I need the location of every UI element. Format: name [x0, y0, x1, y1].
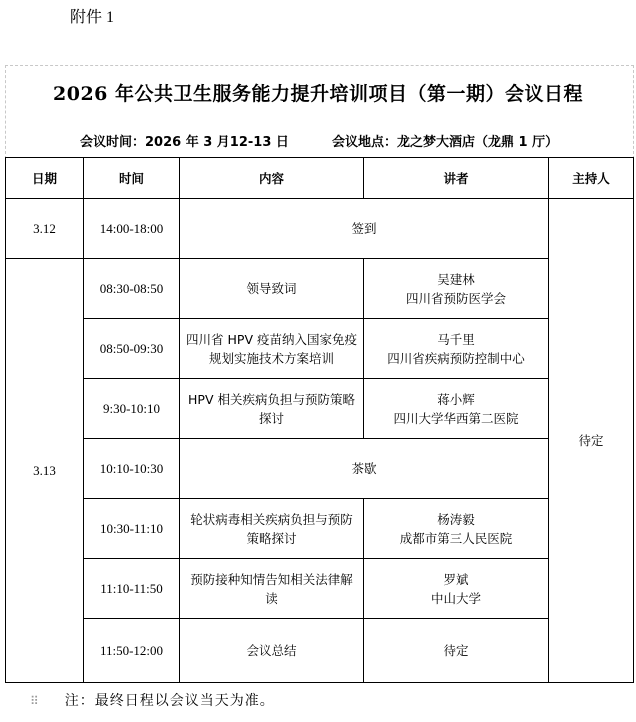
header-row: [6, 158, 634, 199]
host-cell: 待定: [549, 199, 634, 683]
speaker-org: 四川省预防医学会: [405, 290, 506, 306]
table-row: [6, 259, 634, 319]
time-cell: 10:10-10:30: [84, 439, 180, 499]
speaker-org: 成都市第三人民医院: [399, 530, 513, 546]
speaker-cell: [364, 319, 549, 379]
content-cell: 会议总结: [180, 619, 364, 683]
speaker-org: 中山大学: [430, 590, 481, 606]
speaker-name: 罗斌: [443, 571, 469, 587]
content-cell: 预防接种知情告知相关法律解读: [180, 559, 364, 619]
speaker-cell: [364, 499, 549, 559]
speaker-name: 吴建林: [437, 271, 475, 287]
speaker-cell: 待定: [364, 619, 549, 683]
header-time: 时间: [84, 158, 180, 199]
speaker-org: 四川省疾病预防控制中心: [387, 350, 525, 366]
speaker-name: 蒋小辉: [437, 391, 475, 407]
meeting-time: 会议时间：2026 年 3 月12-13 日: [80, 135, 289, 150]
speaker-name: 马千里: [437, 331, 475, 347]
time-cell: 08:30-08:50: [84, 259, 180, 319]
speaker-org: 四川大学华西第二医院: [393, 410, 519, 426]
table-row: [6, 319, 634, 379]
table-row: [6, 619, 634, 683]
table-row: [6, 439, 634, 499]
footnote: [30, 690, 275, 710]
header-date: 日期: [6, 158, 84, 199]
date-cell: 3.13: [6, 259, 84, 683]
header-host: 主持人: [549, 158, 634, 199]
drag-handle-icon[interactable]: ⠿: [30, 694, 39, 708]
time-cell: 11:10-11:50: [84, 559, 180, 619]
schedule-table: [5, 157, 634, 683]
date-cell: 3.12: [6, 199, 84, 259]
content-cell: 轮状病毒相关疾病负担与预防策略探讨: [180, 499, 364, 559]
time-cell: 10:30-11:10: [84, 499, 180, 559]
time-cell: 9:30-10:10: [84, 379, 180, 439]
time-cell: 08:50-09:30: [84, 319, 180, 379]
table-row: [6, 559, 634, 619]
content-cell: 领导致词: [180, 259, 364, 319]
time-cell: 11:50-12:00: [84, 619, 180, 683]
page-title: 2026 年公共卫生服务能力提升培训项目（第一期）会议日程: [53, 83, 583, 105]
speaker-cell: [364, 259, 549, 319]
speaker-cell: [364, 379, 549, 439]
content-cell: HPV 相关疾病负担与预防策略探讨: [180, 379, 364, 439]
header-speaker: 讲者: [364, 158, 549, 199]
content-cell: 签到: [180, 199, 549, 259]
attachment-label: 附件 1: [70, 9, 115, 26]
time-cell: 14:00-18:00: [84, 199, 180, 259]
header-content: 内容: [180, 158, 364, 199]
table-row: [6, 199, 634, 259]
footnote-text: 注：最终日程以会议当天为准。: [64, 693, 275, 709]
table-row: [6, 379, 634, 439]
content-cell: 茶歇: [180, 439, 549, 499]
meeting-place: 会议地点：龙之梦大酒店（龙鼎 1 厅）: [332, 135, 559, 150]
table-row: [6, 499, 634, 559]
speaker-name: 杨涛毅: [437, 511, 475, 527]
speaker-cell: [364, 559, 549, 619]
content-cell: 四川省 HPV 疫苗纳入国家免疫规划实施技术方案培训: [180, 319, 364, 379]
